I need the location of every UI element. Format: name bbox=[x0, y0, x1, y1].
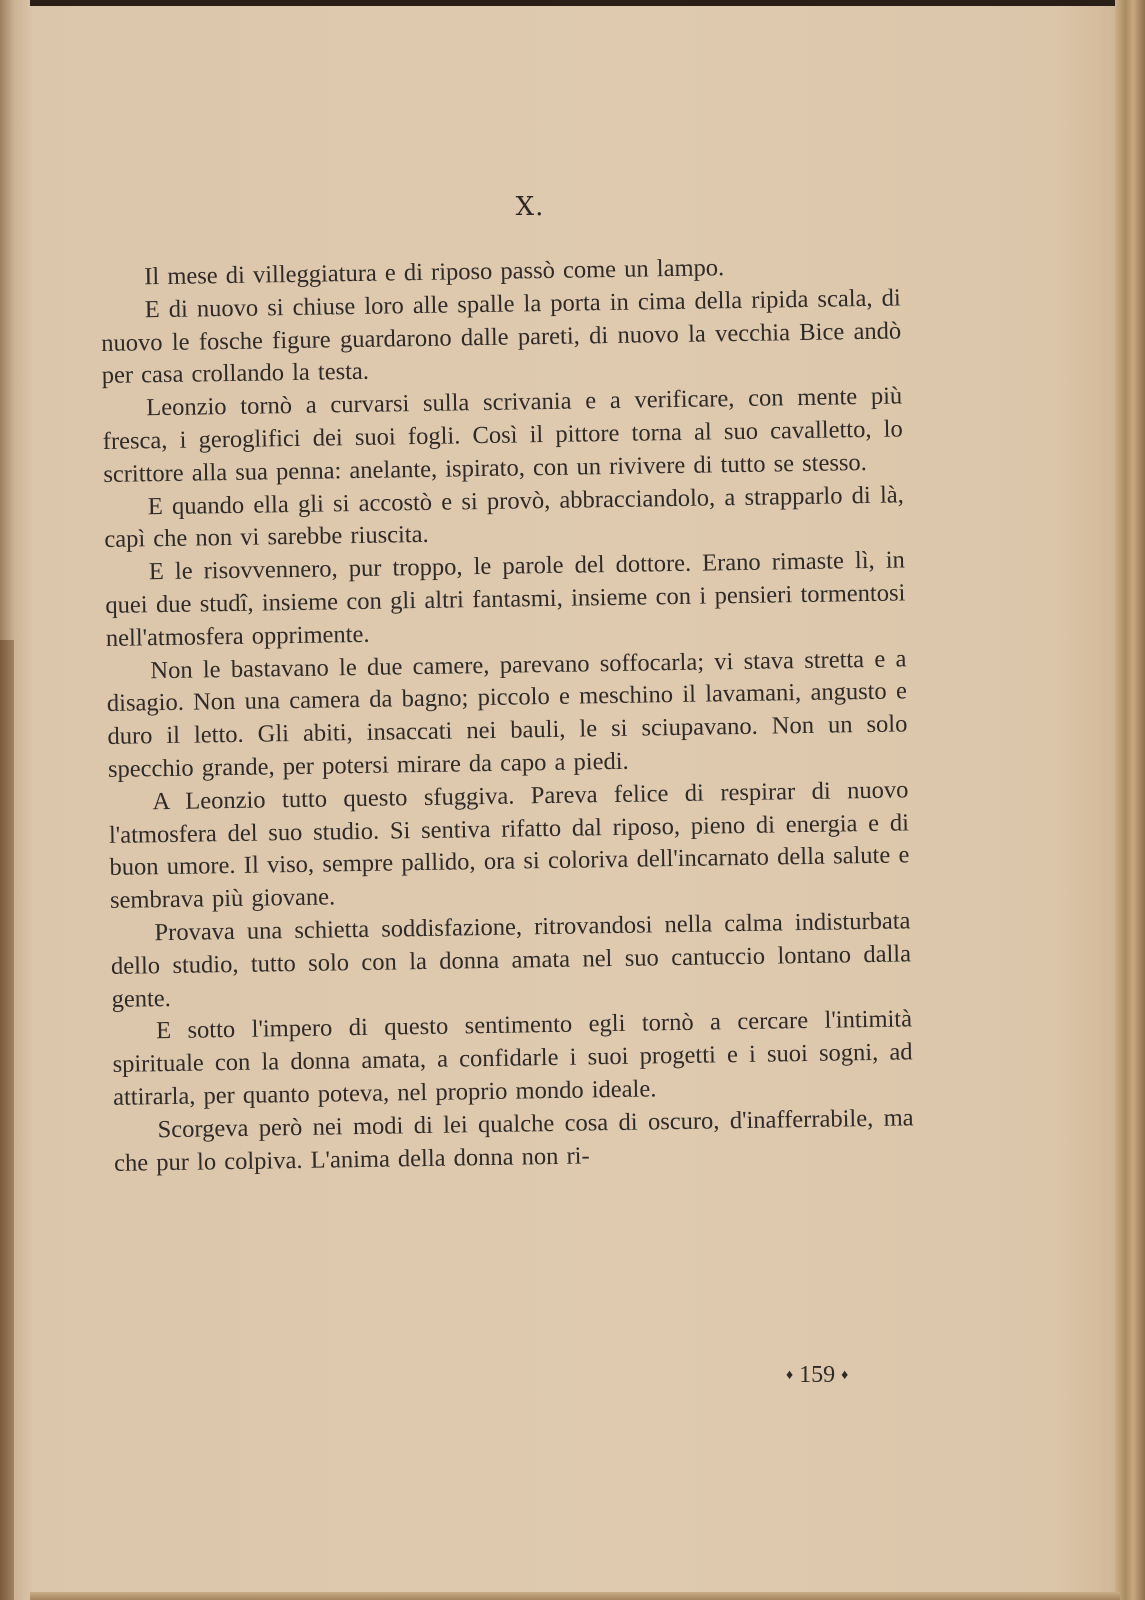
paragraph: Il mese di villeggiatura e di riposo passò come un lampo. bbox=[144, 254, 725, 291]
right-page-edges bbox=[1115, 0, 1145, 1600]
ornament-left-icon: ♦ bbox=[786, 1368, 794, 1384]
paragraph: Provava una schietta soddisfazione, ritrovandosi nella calma indisturbata dello studio, tutto solo con la donna amata nel suo cantuccio lontano dalla gente. bbox=[110, 907, 912, 1013]
paragraph: Scorgeva però nei modi di lei qualche cosa di oscuro, d'inafferrabile, ma che pur lo colpiva. L'anima della donna non ri- bbox=[113, 1104, 914, 1177]
paragraph: E le risovvennero, pur troppo, le parole del dottore. Erano rimaste lì, in quei due studî, insieme con gli altri fantasmi, insieme con i pensieri tormentosi nell'atmosfera opprimente. bbox=[105, 546, 906, 652]
chapter-heading: X. bbox=[515, 192, 545, 222]
paragraph: E sotto l'impero di questo sentimento egli tornò a cercare l'intimità spirituale con la donna amata, a confidarle i suoi progetti e i suoi sogni, ad attirarla, per quanto poteva, nel proprio mondo ideale. bbox=[112, 1005, 913, 1111]
paragraph: A Leonzio tutto questo sfuggiva. Pareva felice di respirar di nuovo l'atmosfera del suo studio. Si sentiva rifatto dal riposo, pieno di energia e di buon umore. Il viso, sempre pallido, ora si coloriva dell'incarnato della salute e sembrava più giovane. bbox=[108, 776, 910, 915]
paragraph: Leonzio tornò a curvarsi sulla scrivania e a verificare, con mente più fresca, i geroglifici dei suoi fogli. Così il pittore torna al suo cavalletto, lo scrittore alla sua penna: anelante, ispirato, con un rivivere di tutto se stesso. bbox=[102, 382, 903, 488]
left-edge-shadow bbox=[0, 640, 14, 1600]
paragraph: E di nuovo si chiuse loro alle spalle la porta in cima della ripida scala, di nuovo le fosche figure guardarono dalle pareti, di nuovo la vecchia Bice andò per casa crollando la testa. bbox=[101, 284, 902, 390]
top-edge-shadow bbox=[30, 0, 1130, 6]
bottom-edge bbox=[30, 1592, 1120, 1600]
paragraph: Non le bastavano le due camere, parevano soffocarla; vi stava stretta e a disagio. Non una camera da bagno; piccolo e meschino il lavamani, angusto e duro il letto. Gli abiti, insaccati nei bauli, le si sciupavano. Non un solo specchio grande, per potersi mirare da capo a piedi. bbox=[106, 644, 908, 783]
body-text bbox=[100, 249, 914, 1180]
ornament-right-icon: ♦ bbox=[841, 1368, 849, 1384]
paragraph: E quando ella gli si accostò e si provò, abbracciandolo, a strapparlo di là, capì che non vi sarebbe riuscita. bbox=[104, 480, 904, 554]
page-number-value: 159 bbox=[799, 1362, 836, 1388]
page-number bbox=[780, 1362, 854, 1389]
